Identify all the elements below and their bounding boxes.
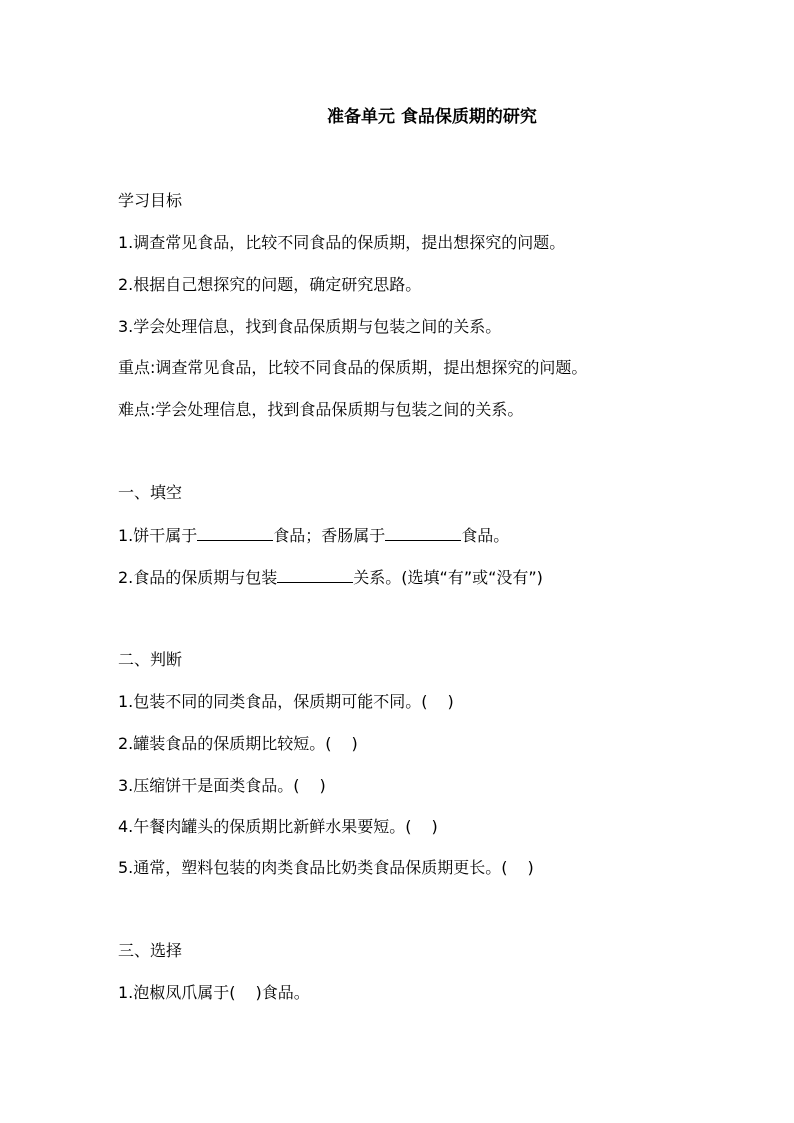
judge-item-text: 3.压缩饼干是面类食品。( (118, 776, 300, 795)
judge-heading: 二、判断 (118, 650, 183, 669)
objectives-heading: 学习目标 (118, 191, 183, 210)
judge-item-close: ) (447, 692, 454, 711)
fill-blank-q1-part-c: 食品。 (461, 526, 510, 545)
judge-item-close: ) (319, 776, 326, 795)
judge-item-text: 2.罐装食品的保质期比较短。( (118, 734, 332, 753)
judge-item-1 (118, 691, 454, 713)
choice-q1-part-b: )食品。 (255, 983, 310, 1002)
judge-item-text: 4.午餐肉罐头的保质期比新鲜水果要短。( (118, 817, 412, 836)
judge-item-close: ) (527, 858, 534, 877)
fill-blank-heading: 一、填空 (118, 483, 183, 502)
answer-blank[interactable] (197, 524, 273, 541)
judge-item-2 (118, 733, 358, 755)
fill-blank-q2-part-a: 2.食品的保质期与包装 (118, 568, 278, 587)
page-title: 准备单元 食品保质期的研究 (327, 107, 537, 127)
answer-blank[interactable] (277, 566, 353, 583)
fill-blank-question-2 (118, 566, 543, 589)
objective-item-2: 2.根据自己想探究的问题，确定研究思路。 (118, 275, 422, 294)
answer-blank[interactable] (385, 524, 461, 541)
fill-blank-q1-part-b: 食品；香肠属于 (273, 526, 386, 545)
judge-item-4 (118, 816, 438, 838)
judge-item-3 (118, 775, 326, 797)
difficult-point: 难点:学会处理信息，找到食品保质期与包装之间的关系。 (118, 400, 524, 419)
key-point: 重点:调查常见食品，比较不同食品的保质期，提出想探究的问题。 (118, 358, 588, 377)
judge-item-close: ) (351, 734, 358, 753)
judge-item-text: 1.包装不同的同类食品，保质期可能不同。( (118, 692, 428, 711)
objective-item-3: 3.学会处理信息，找到食品保质期与包装之间的关系。 (118, 317, 502, 336)
judge-item-5 (118, 857, 534, 879)
choice-heading: 三、选择 (118, 941, 183, 960)
choice-q1-part-a: 1.泡椒凤爪属于( (118, 983, 236, 1002)
objective-item-1: 1.调查常见食品，比较不同食品的保质期，提出想探究的问题。 (118, 233, 566, 252)
fill-blank-q2-part-b: 关系。(选填“有”或“没有”) (353, 568, 543, 587)
judge-item-text: 5.通常，塑料包装的肉类食品比奶类食品保质期更长。( (118, 858, 508, 877)
judge-item-close: ) (431, 817, 438, 836)
fill-blank-q1-part-a: 1.饼干属于 (118, 526, 198, 545)
choice-question-1 (118, 982, 310, 1004)
fill-blank-question-1 (118, 524, 509, 547)
